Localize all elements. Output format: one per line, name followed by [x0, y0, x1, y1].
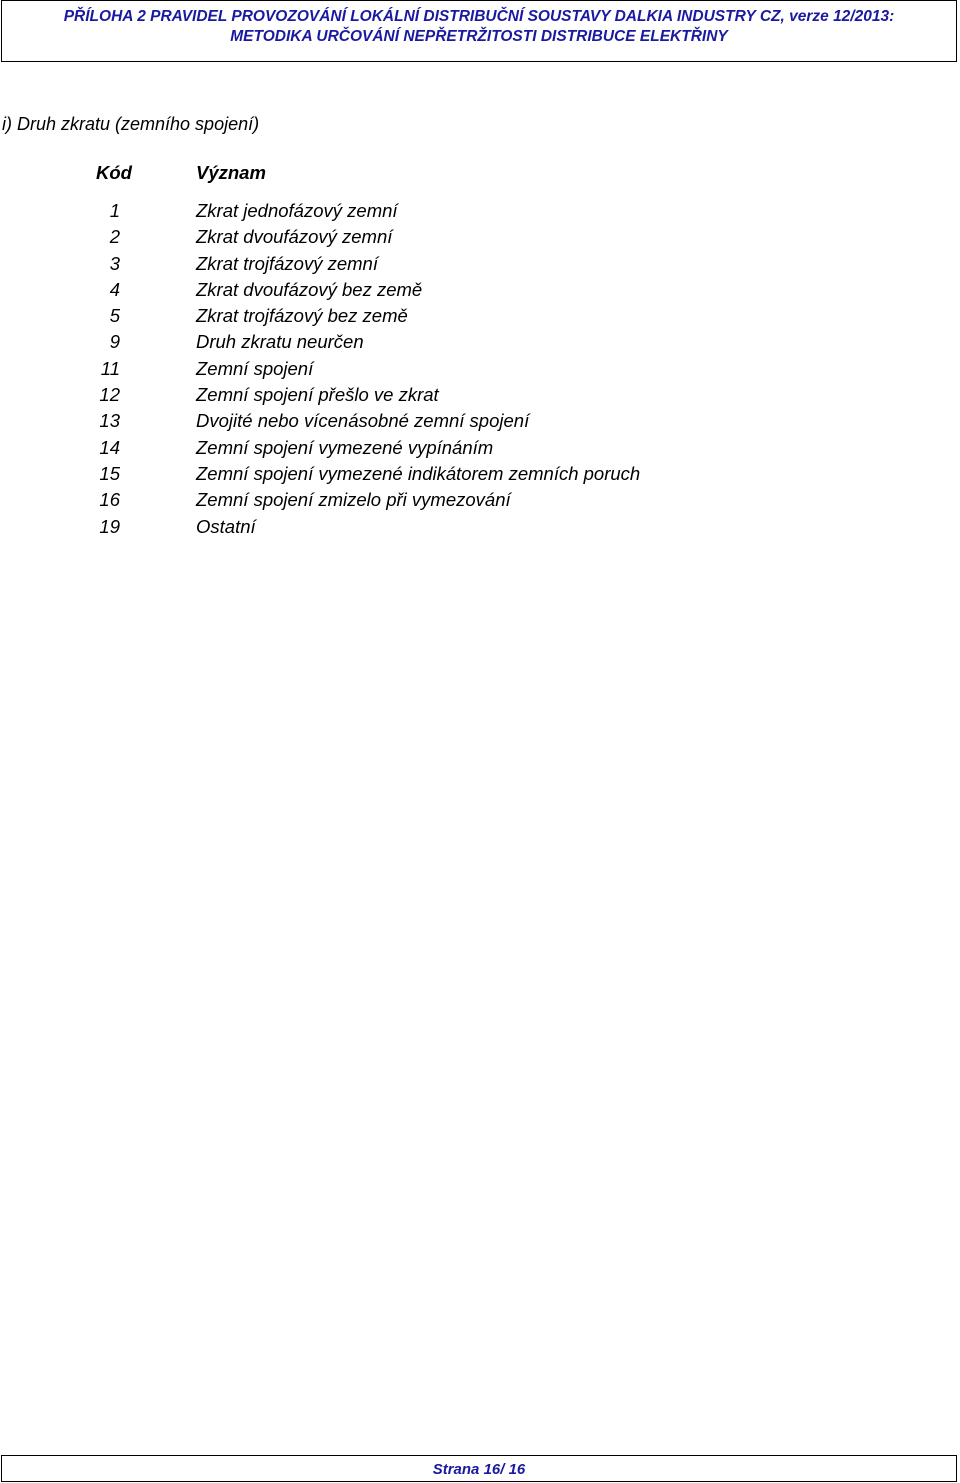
row-meaning: Zkrat dvoufázový zemní [196, 226, 393, 248]
table-row [0, 358, 960, 384]
column-header-meaning: Význam [196, 162, 266, 183]
table-row [0, 410, 960, 436]
row-meaning: Ostatní [196, 515, 256, 537]
table-row [0, 437, 960, 463]
table-row [0, 463, 960, 489]
row-meaning: Zemní spojení [196, 357, 314, 379]
column-header-code: Kód [96, 162, 132, 183]
row-code: 5 [109, 305, 120, 327]
row-code: 2 [109, 226, 120, 248]
row-code: 19 [99, 515, 120, 537]
table-row [0, 200, 960, 226]
table-row [0, 516, 960, 542]
header-title-line-1: PŘÍLOHA 2 PRAVIDEL PROVOZOVÁNÍ LOKÁLNÍ DISTRIBUČNÍ SOUSTAVY DALKIA INDUSTRY CZ, verze 12/2013: [63, 8, 895, 25]
table-row [0, 253, 960, 279]
row-code: 11 [100, 357, 120, 379]
row-meaning: Zkrat dvoufázový bez země [196, 278, 423, 300]
row-meaning: Zemní spojení přešlo ve zkrat [196, 384, 439, 406]
table-row [0, 226, 960, 252]
table-row [0, 331, 960, 357]
page-number: Strana 16/ 16 [432, 1461, 526, 1478]
row-code: 14 [99, 436, 120, 458]
row-code: 9 [109, 331, 120, 353]
section-title: i) Druh zkratu (zemního spojení) [2, 114, 260, 134]
page-footer [1, 1455, 957, 1482]
header-title-line-2: METODIKA URČOVÁNÍ NEPŘETRŽITOSTI DISTRIBUCE ELEKTŘINY [230, 28, 728, 45]
table-row [0, 489, 960, 515]
row-meaning: Druh zkratu neurčen [196, 331, 364, 353]
table-row [0, 305, 960, 331]
table-header-row [0, 160, 960, 186]
row-code: 12 [99, 384, 120, 406]
row-code: 3 [109, 252, 120, 274]
page-header [1, 0, 957, 62]
row-meaning: Zemní spojení vymezené indikátorem zemních poruch [196, 462, 641, 484]
row-meaning: Zemní spojení zmizelo při vymezování [196, 489, 511, 511]
row-code: 1 [109, 200, 120, 221]
table-body [0, 200, 960, 542]
row-meaning: Zkrat jednofázový zemní [196, 200, 398, 221]
table-row [0, 279, 960, 305]
row-meaning: Zkrat trojfázový zemní [196, 252, 378, 274]
row-code: 15 [99, 462, 120, 484]
row-code: 16 [99, 489, 120, 511]
row-code: 4 [109, 278, 120, 300]
row-code: 13 [99, 410, 120, 432]
row-meaning: Dvojité nebo vícenásobné zemní spojení [196, 410, 530, 432]
row-meaning: Zkrat trojfázový bez země [196, 305, 408, 327]
row-meaning: Zemní spojení vymezené vypínáním [196, 436, 494, 458]
code-table [0, 160, 960, 537]
table-row [0, 384, 960, 410]
